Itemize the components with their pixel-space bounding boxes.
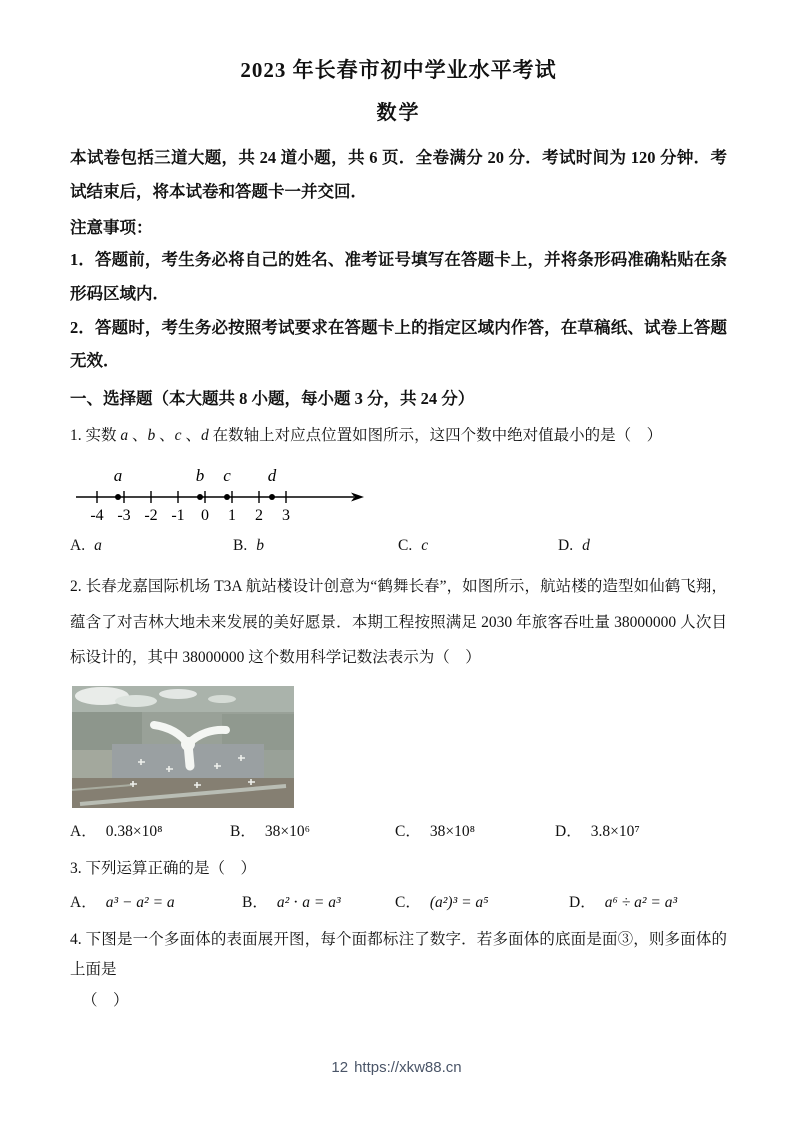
q3-option-b: B． a² ⋅ a = a³ <box>242 893 341 911</box>
section-1-heading: 一、选择题（本大题共 8 小题，每小题 3 分，共 24 分） <box>70 389 475 409</box>
q3-option-a: A． a³ − a² = a <box>70 893 175 911</box>
q3-option-c: C． (a²)³ = a⁵ <box>395 893 489 911</box>
question-4-stem: 4. 下图是一个多面体的表面展开图，每个面都标注了数字．若多面体的底面是面③，则多面体的上面是 <box>70 931 727 979</box>
q1-option-a: A. a <box>70 537 102 555</box>
airport-aerial-photo <box>72 686 727 808</box>
tick-label: 0 <box>201 507 209 524</box>
question-4-answer-bracket: （ ） <box>82 991 129 1009</box>
tick-label: -3 <box>117 507 131 524</box>
airport-photo-svg <box>72 686 294 808</box>
page-footer <box>0 1059 793 1076</box>
tick-label: 1 <box>228 507 236 524</box>
page-title: 2023 年长春市初中学业水平考试 <box>240 58 557 82</box>
point-a-dot <box>115 494 121 500</box>
point-c-dot <box>224 494 230 500</box>
point-b-dot <box>197 494 203 500</box>
q3-options <box>70 887 727 920</box>
footer-url[interactable]: https://xkw88.cn <box>354 1059 462 1076</box>
notice-1: 1．答题前，考生务必将自己的姓名、准考证号填写在答题卡上，并将条形码准确粘贴在条形码区域内． <box>70 249 727 303</box>
notice-2: 2．答题时，考生务必按照考试要求在答题卡上的指定区域内作答，在草稿纸、试卷上答题无效． <box>70 317 727 371</box>
q3-option-d: D． a⁶ ÷ a² = a³ <box>569 893 678 911</box>
question-1-stem: 1. 实数 a 、b 、c 、d 在数轴上对应点位置如图所示，这四个数中绝对值最小的是（ ） <box>70 427 663 445</box>
numberline-figure <box>72 457 727 528</box>
q1-option-b: B. b <box>233 537 264 555</box>
point-label-b: b <box>195 466 205 486</box>
q2-option-a: A． 0.38×10⁸ <box>70 822 163 840</box>
point-label-a: a <box>113 466 123 486</box>
question-3-stem: 3. 下列运算正确的是（ ） <box>70 860 257 878</box>
q2-option-c: C． 38×10⁸ <box>395 822 475 840</box>
point-d-dot <box>269 494 275 500</box>
point-label-c: c <box>223 466 231 486</box>
q2-option-b: B． 38×10⁶ <box>230 822 310 840</box>
q2-option-d: D． 3.8×10⁷ <box>555 822 640 840</box>
tick-label: -1 <box>171 507 185 524</box>
tick-label: 2 <box>255 507 263 524</box>
tick-label: 3 <box>282 507 290 524</box>
footer-page-number: 12 <box>331 1059 349 1076</box>
q1-option-d: D. d <box>558 537 590 555</box>
point-label-d: d <box>267 466 277 486</box>
q2-options <box>70 816 727 849</box>
exam-intro-paragraph: 本试卷包括三道大题，共 24 道小题，共 6 页．全卷满分 20 分．考试时间为 120 分钟．考试结束后，将本试卷和答题卡一并交回． <box>70 148 727 202</box>
q1-option-c: C. c <box>398 537 429 555</box>
notice-title: 注意事项： <box>70 217 153 237</box>
q1-options <box>70 530 727 563</box>
tick-label: -4 <box>90 507 104 524</box>
numberline-svg <box>72 457 372 523</box>
question-2-stem: 2. 长春龙嘉国际机场 T3A 航站楼设计创意为“鹤舞长春”，如图所示，航站楼的造型如仙鹤飞翔，蕴含了对吉林大地未来发展的美好愿景．本期工程按照满足 2030 年旅客吞吐量 38000000 人次目标设计的，其中 38000000 这个数用科学记数法表示为（ ） <box>70 577 727 667</box>
tick-label: -2 <box>144 507 158 524</box>
page-subtitle: 数学 <box>376 102 421 124</box>
